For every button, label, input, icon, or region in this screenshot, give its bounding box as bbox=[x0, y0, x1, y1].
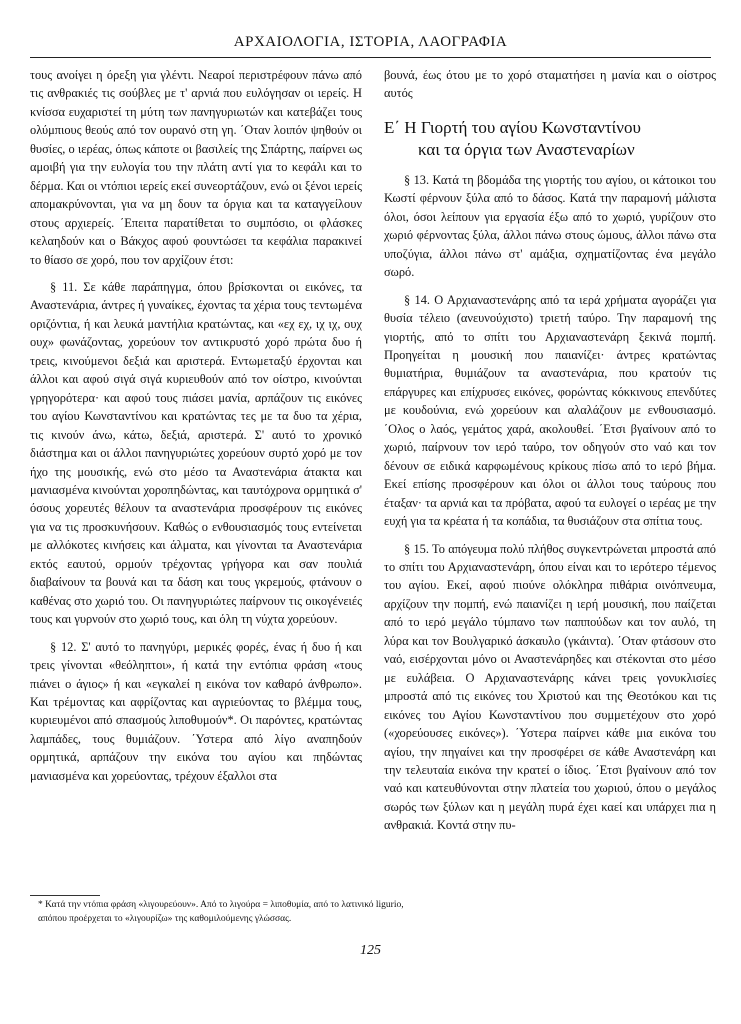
paragraph-section-14: § 14. Ο Αρχιαναστενάρης από τα ιερά χρήματα αγοράζει για θυσία τέλειο (ανευνούχιστο) τριετή ταύρο. Την παραμονή της γιορτής, από το σπίτι του Αρχιαναστενάρη ξεκινά πομπή. Προηγείται η μουσική που παιανίζει· άντρες κρατώντας θυμιατήρια, θυμιάζουν τα αναστενάρια, που κρατούν τις επάργυρες και επίχρυσες εικόνες, φορώντας κόκκινους επενδύτες με κουδούνια, ενώ χορεύουν και αλαλάζουν με ενθουσιασμό. ΄Ολος ο λαός, γεμάτος χαρά, ακολουθεί. ΄Ετσι βγαίνουν από το χωριό, παίρνουν τον ιερό ταύρο, τον οδηγούν στο ναό και τον δένουν σε ειδικά καρφωμένους κρίκους πίσω από το ιερό βήμα. Εκεί επίσης προσφέρουν και όλοι οι άλλοι τους ταύρους που έταξαν· τα αρνιά και τα πρόβατα, αφού τα ευλογεί ο ιερέας με την ευχή για τα κρέατα ή τα κοπάδια, τα θυσιάζουν στα σπίτια τους. bbox=[384, 292, 716, 529]
paragraph-section-13: § 13. Κατά τη βδομάδα της γιορτής του αγίου, οι κάτοικοι του Κωστί φέρνουν ξύλα από το δάσος. Κατά την παραμονή μάλιστα όλοι, όσοι λείπουν για εργασία έξω από το χωριό, γυρίζουν στο χωριό φέρνοντας ξύλα, άλλοι πάνω στους ώμους, άλλοι πάνω στα υποζύγια, άλλοι πάνω στ' αμάξια, σχηματίζοντας ένα μεγάλο σωρό. bbox=[384, 172, 716, 280]
paragraph-continued: βουνά, έως ότου με το χορό σταματήσει η μανία και ο οίστρος αυτός bbox=[384, 68, 716, 101]
paragraph-section-15: § 15. Το απόγευμα πολύ πλήθος συγκεντρώνεται μπροστά από το σπίτι του Αρχιαναστενάρη, όπου είναι και το ιερότερο τέμενος του αγίου. Εκεί, αφού πιούνε ολόκληρα πιθάρια οινόπνευμα, αρχίζουν την πομπή, ενώ παιανίζει η ιερή μουσική, που παίζεται από το ιερό μεγάλο τύμπανο των παππούδων και τον αυλό, τη λύρα και τον Βουλγαρικό άσκαυλο (γκάιντα). ΄Οταν φτάσουν στο ναό, εισέρχονται μόνο οι Αναστενάρηδες και στέκονται στο μέσο με ευλάβεια. Ο Αρχιαναστενάρης κάνει τρεις γονυκλισίες μπροστά από τις εικόνες του Χριστού και της Θεοτόκου και τις εικόνες του Αγίου Κωνσταντίνου που συμμετέχουν στο χορό («χορεύουσες εικόνες»). ΄Υστερα παίρνει κάθε μια εικόνα του αγίου, την πηγαίνει και την προσφέρει σε κάθε Αναστενάρη και την τελευταία εικόνα την κρατεί ο ίδιος. ΄Ετσι βγαίνουν από τον ναό και κατευθύνονται στην πλατεία του χωριού, όπου ο μεγάλος σωρός των ξύλων και η μεγάλη πυρά έχει καεί και υπάρχει πια η ανθρακιά. Κοντά στην πυ- bbox=[384, 541, 716, 833]
footnote-rule bbox=[30, 895, 100, 896]
footnote bbox=[38, 898, 698, 926]
right-column bbox=[384, 66, 716, 835]
left-column bbox=[30, 66, 362, 785]
running-title: ΑΡΧΑΙΟΛΟΓΙΑ, ΙΣΤΟΡΙΑ, ΛΑΟΓΡΑΦΙΑ bbox=[233, 34, 508, 50]
footnote-line-2: απόπου προέρχεται το «λιγουρίζω» της καθομιλούμενης γλώσσας. bbox=[38, 914, 292, 924]
paragraph-section-12: § 12. Σ' αυτό το πανηγύρι, μερικές φορές, ένας ή δυο ή και τρεις γίνονται «θεόληπτοι», ή κατά την εντόπια φράση «τους πιάνει ο άγιος» ή και «εγκαλεί η εικόνα τον καθαρό άνθρωπο». Και τρέμοντας και αφρίζοντας και αγριεύοντας το βλέμμα τους, κυριευμένοι από σπασμούς λιποθυμούν*. Οι παρόντες, κρατώντας λαμπάδες, τους θυμιάζουν. ΄Υστερα από λίγο αναπηδούν ορμητικά, αρπάζουν την εικόνα του αγίου και πηδώντας μανιασμένα και χορεύοντας, τρέχουν έξαλλοι στα bbox=[30, 639, 362, 783]
footnote-line-1: * Κατά την ντόπια φράση «λιγουρεύουν». Από το λιγούρα = λιποθυμία, από το λατινικό ligurio, bbox=[38, 900, 404, 910]
page-number: 125 bbox=[360, 943, 381, 958]
header-rule bbox=[30, 57, 711, 58]
paragraph-continuation: τους ανοίγει η όρεξη για γλέντι. Νεαροί περιστρέφουν πάνω από τις ανθρακιές τις σούβλες με τ' αρνιά που ευλόγησαν οι ιερείς. Η κνίσσα ευχαριστεί τη μύτη των πανηγυριωτών και κατεβάζει τους ολύμπιους θεούς από τον ουρανό στη γη. ΄Οταν λοιπόν ψηθούν οι θυσίες, ο ιερέας, όπως κάποτε οι βασιλείς της Σπάρτης, παίρνει ως αμοιβή για την ευλογία του την πλάτη αντί για το κεφάλι και το δέρμα. Και οι ντόπιοι ιερείς εκεί συνεορτάζουν, ενώ οι ξένοι ιερείς απομακρύνονται, για να μη δουν τα όργια και τα καταγγείλουν στους αρχιερείς. ΄Επειτα παρατίθεται το συμπόσιο, οι φλάσκες κελαηδούν και ο Βάκχος αφού φουντώσει τα κεφάλια παρακινεί το θίασο σε χορό, που τον αρχίζουν έτσι: bbox=[30, 68, 362, 267]
section-heading-line2: και τα όργια των Αναστεναρίων bbox=[418, 139, 635, 159]
section-heading bbox=[384, 117, 716, 161]
paragraph-section-11: § 11. Σε κάθε παράπηγμα, όπου βρίσκονται οι εικόνες, τα Αναστενάρια, άντρες ή γυναίκες, έχοντας τα χέρια τους τεντωμένα οριζόντια, ή και λευκά μαντήλια κρατώντας, και «εχ εχ, ιχ ιχ, ουχ ουχ» φωνάζοντας, χορεύουν τον αντικρυστό χορό πρώτα δυο ή τρεις, κινούμενοι δεξιά και αριστερά. Εντωμεταξύ έρχονται και άλλοι και αφού σιγά σιγά κυριευθούν από τον οίστρο, κινούνται γρηγορότερα· και αφού τους πιάσει μανία, αρπάζουν τις εικόνες του αγίου Κωνσταντίνου και κρατώντας τες με τα δυο τα χέρια, τις κινούν άνω, κάτω, δεξιά, αριστερά. Σ' αυτό το χρονικό διάστημα και οι άλλοι πανηγυριώτες χορεύουν συρτό χορό με τον ήχο της μουσικής, ενώ στο μέσο τα Αναστενάρια άτακτα και μανιασμένα κινούνται χοροπηδώντας, και ταυτόχρονα ορμητικά σ' όσους χορευτές θέλουν τα αναστενάρια προσφέρουν τις εικόνες για να τις προσκυνήσουν. Καθώς ο ενθουσιασμός τους εντείνεται με αλλόκοτες κινήσεις και άλματα, και γίνονται τα Αναστενάρια εκτός εαυτού, ορμούν τρέχοντας γρήγορα και σαν πουλιά διαβαίνουν τα βουνά και τα δάση και τους γκρεμούς, φτάνουν ο καθένας στο χωριό του. Οι πανηγυριώτες παίρνουν τις οικογένειές τους και γυρνούν στο χωριό τους, και όλη τη νύχτα χορεύουν. bbox=[30, 279, 362, 627]
section-heading-line1: Ε΄ Η Γιορτή του αγίου Κωνσταντίνου bbox=[384, 117, 641, 137]
